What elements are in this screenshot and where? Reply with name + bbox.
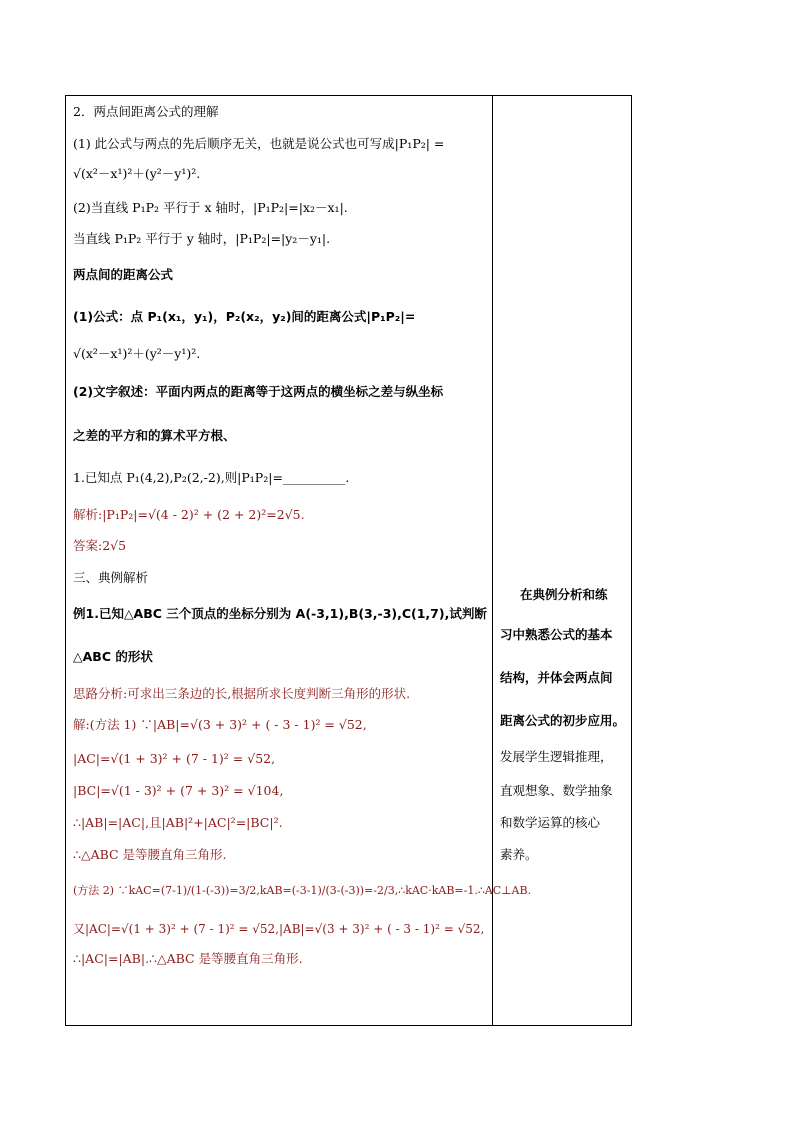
- section-heading: 三、典例解析: [73, 570, 149, 585]
- side-note-line: 距离公式的初步应用。: [500, 713, 626, 728]
- exercise-question: 1.已知点 P₁(4,2),P₂(2,-2),则|P₁P₂|=__________.: [73, 470, 350, 485]
- formula-definition: (1)公式：点 P₁(x₁，y₁)，P₂(x₂，y₂)间的距离公式|P₁P₂|=: [73, 309, 416, 324]
- exercise-answer: 答案:2√5: [73, 538, 127, 553]
- example-question: △ABC 的形状: [73, 649, 153, 664]
- side-note-line: 结构，并体会两点间: [500, 670, 613, 685]
- text-line: (2)当直线 P₁P₂ 平行于 x 轴时，|P₁P₂|=|x₂－x₁|.: [73, 200, 348, 215]
- side-note-line: 和数学运算的核心: [500, 815, 601, 830]
- solution-hint: 思路分析:可求出三条边的长,根据所求长度判断三角形的形状.: [73, 686, 411, 701]
- text-line: 当直线 P₁P₂ 平行于 y 轴时，|P₁P₂|=|y₂－y₁|.: [73, 231, 331, 246]
- solution-line: 解:(方法 1) ∵|AB|=√(3 + 3)² + ( - 3 - 1)² = √52,: [73, 717, 367, 732]
- side-note-line: 在典例分析和练: [520, 587, 608, 602]
- solution-line: 又|AC|=√(1 + 3)² + (7 - 1)² = √52,|AB|=√(3 + 3)² + ( - 3 - 1)² = √52,: [73, 922, 485, 936]
- solution-line: |BC|=√(1 - 3)² + (7 + 3)² = √104,: [73, 783, 284, 798]
- formula-line: √(x²－x¹)²＋(y²－y¹)².: [73, 166, 201, 181]
- example-question: 例1.已知△ABC 三个顶点的坐标分别为 A(-3,1),B(3,-3),C(1,7),试判断: [73, 606, 487, 621]
- text-line: (1) 此公式与两点的先后顺序无关，也就是说公式也可写成|P₁P₂| =: [73, 136, 445, 151]
- solution-line: |AC|=√(1 + 3)² + (7 - 1)² = √52,: [73, 751, 276, 766]
- side-note-line: 习中熟悉公式的基本: [500, 627, 613, 642]
- exercise-solution: 解析:|P₁P₂|=√(4 - 2)² + (2 + 2)²=2√5.: [73, 507, 305, 522]
- side-note-line: 直观想象、数学抽象: [500, 783, 613, 798]
- solution-line: ∴△ABC 是等腰直角三角形.: [73, 847, 227, 862]
- text-definition: 之差的平方和的算术平方根、: [73, 428, 236, 443]
- formula-line: √(x²－x¹)²＋(y²－y¹)².: [73, 346, 201, 361]
- solution-line: (方法 2) ∵kAC=(7-1)/(1-(-3))=3/2,kAB=(-3-1)/(3-(-3))=-2/3,∴kAC·kAB=-1.∴AC⊥AB.: [73, 884, 532, 897]
- side-note-line: 素养。: [500, 847, 538, 862]
- subheading: 两点间的距离公式: [73, 267, 174, 282]
- text-definition: (2)文字叙述：平面内两点的距离等于这两点的横坐标之差与纵坐标: [73, 384, 444, 399]
- side-note-line: 发展学生逻辑推理，: [500, 749, 613, 764]
- solution-line: ∴|AB|=|AC|,且|AB|²+|AC|²=|BC|².: [73, 815, 283, 830]
- solution-line: ∴|AC|=|AB|.∴△ABC 是等腰直角三角形.: [73, 951, 303, 966]
- section-heading: 2．两点间距离公式的理解: [73, 104, 219, 119]
